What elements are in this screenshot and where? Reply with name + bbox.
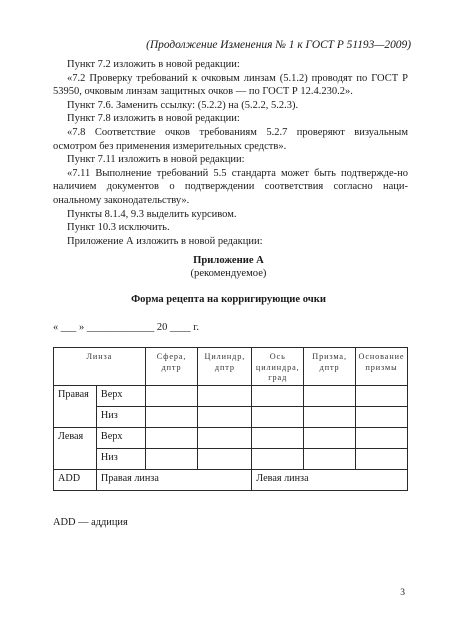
- value-cell: [356, 428, 408, 449]
- date-line: « ___ » _____________ 20 ____ г.: [53, 322, 199, 333]
- table-row: [54, 386, 408, 407]
- value-cell: [304, 386, 356, 407]
- value-cell: [198, 428, 252, 449]
- value-cell: [198, 386, 252, 407]
- paragraph: «7.2 Проверку требований к очковым линзам (5.1.2) проводят по ГОСТ Р 53950, очковым линзам защитных очков — по ГОСТ Р 12.4.230.2».: [53, 72, 408, 98]
- header-prism: Призма, дптр: [304, 348, 356, 386]
- footnote: ADD — аддиция: [53, 517, 128, 528]
- value-cell: [252, 407, 304, 428]
- table-row: [54, 428, 408, 449]
- header-sphere: Сфера, дптр: [145, 348, 198, 386]
- value-cell: [145, 428, 198, 449]
- paragraph: Пункт 7.8 изложить в новой редакции:: [67, 113, 240, 125]
- value-cell: [356, 407, 408, 428]
- header-axis: Ось цилиндра, град: [252, 348, 304, 386]
- value-cell: [304, 407, 356, 428]
- part-label: Верх: [96, 428, 145, 449]
- value-cell: [145, 407, 198, 428]
- paragraph: Пункт 10.3 исключить.: [67, 222, 170, 234]
- value-cell: [304, 449, 356, 470]
- value-cell: [304, 428, 356, 449]
- value-cell: [252, 386, 304, 407]
- paragraph: «7.8 Соответствие очков требованиям 5.2.7 проверяют визуальным осмотром без применения измерительных средств».: [53, 126, 408, 152]
- value-cell: [252, 428, 304, 449]
- page-number: 3: [400, 588, 405, 598]
- appendix-subtitle: (рекомендуемое): [190, 268, 267, 279]
- part-label: Верх: [96, 386, 145, 407]
- table-header-row: [54, 348, 408, 386]
- header-cylinder: Цилиндр, дптр: [198, 348, 252, 386]
- part-label: Низ: [96, 449, 145, 470]
- add-right-lens: Правая линза: [96, 470, 251, 491]
- table-add-row: [54, 470, 408, 491]
- form-title: Форма рецепта на корригирующие очки: [131, 294, 326, 305]
- paragraph: Пункт 7.6. Заменить ссылку: (5.2.2) на (5.2.2, 5.2.3).: [67, 99, 299, 111]
- part-label: Низ: [96, 407, 145, 428]
- table-row: [54, 449, 408, 470]
- paragraph: Пункты 8.1.4, 9.3 выделить курсивом.: [67, 208, 237, 220]
- paragraph: Пункт 7.2 изложить в новой редакции:: [67, 59, 240, 70]
- eye-label-left: Левая: [54, 428, 97, 470]
- value-cell: [198, 449, 252, 470]
- amendment-text: [53, 58, 408, 248]
- paragraph: Пункт 7.11 изложить в новой редакции:: [67, 154, 245, 166]
- running-header: (Продолжение Изменения № 1 к ГОСТ Р 51193—2009): [146, 39, 411, 51]
- value-cell: [145, 449, 198, 470]
- value-cell: [145, 386, 198, 407]
- paragraph: «7.11 Выполнение требований 5.5 стандарта может быть подтвержде-но наличием документов о подтверждении соответствия согласно наци-ональному законодательству».: [53, 167, 408, 206]
- paragraph: Приложение А изложить в новой редакции:: [67, 235, 263, 247]
- header-lens: Линза: [54, 348, 146, 386]
- eye-label-right: Правая: [54, 386, 97, 428]
- add-label: ADD: [54, 470, 97, 491]
- value-cell: [356, 449, 408, 470]
- prescription-table: [53, 347, 408, 491]
- appendix-title: Приложение А: [193, 255, 264, 266]
- table-row: [54, 407, 408, 428]
- value-cell: [198, 407, 252, 428]
- value-cell: [252, 449, 304, 470]
- header-prism-base: Основание призмы: [356, 348, 408, 386]
- add-left-lens: Левая линза: [252, 470, 408, 491]
- value-cell: [356, 386, 408, 407]
